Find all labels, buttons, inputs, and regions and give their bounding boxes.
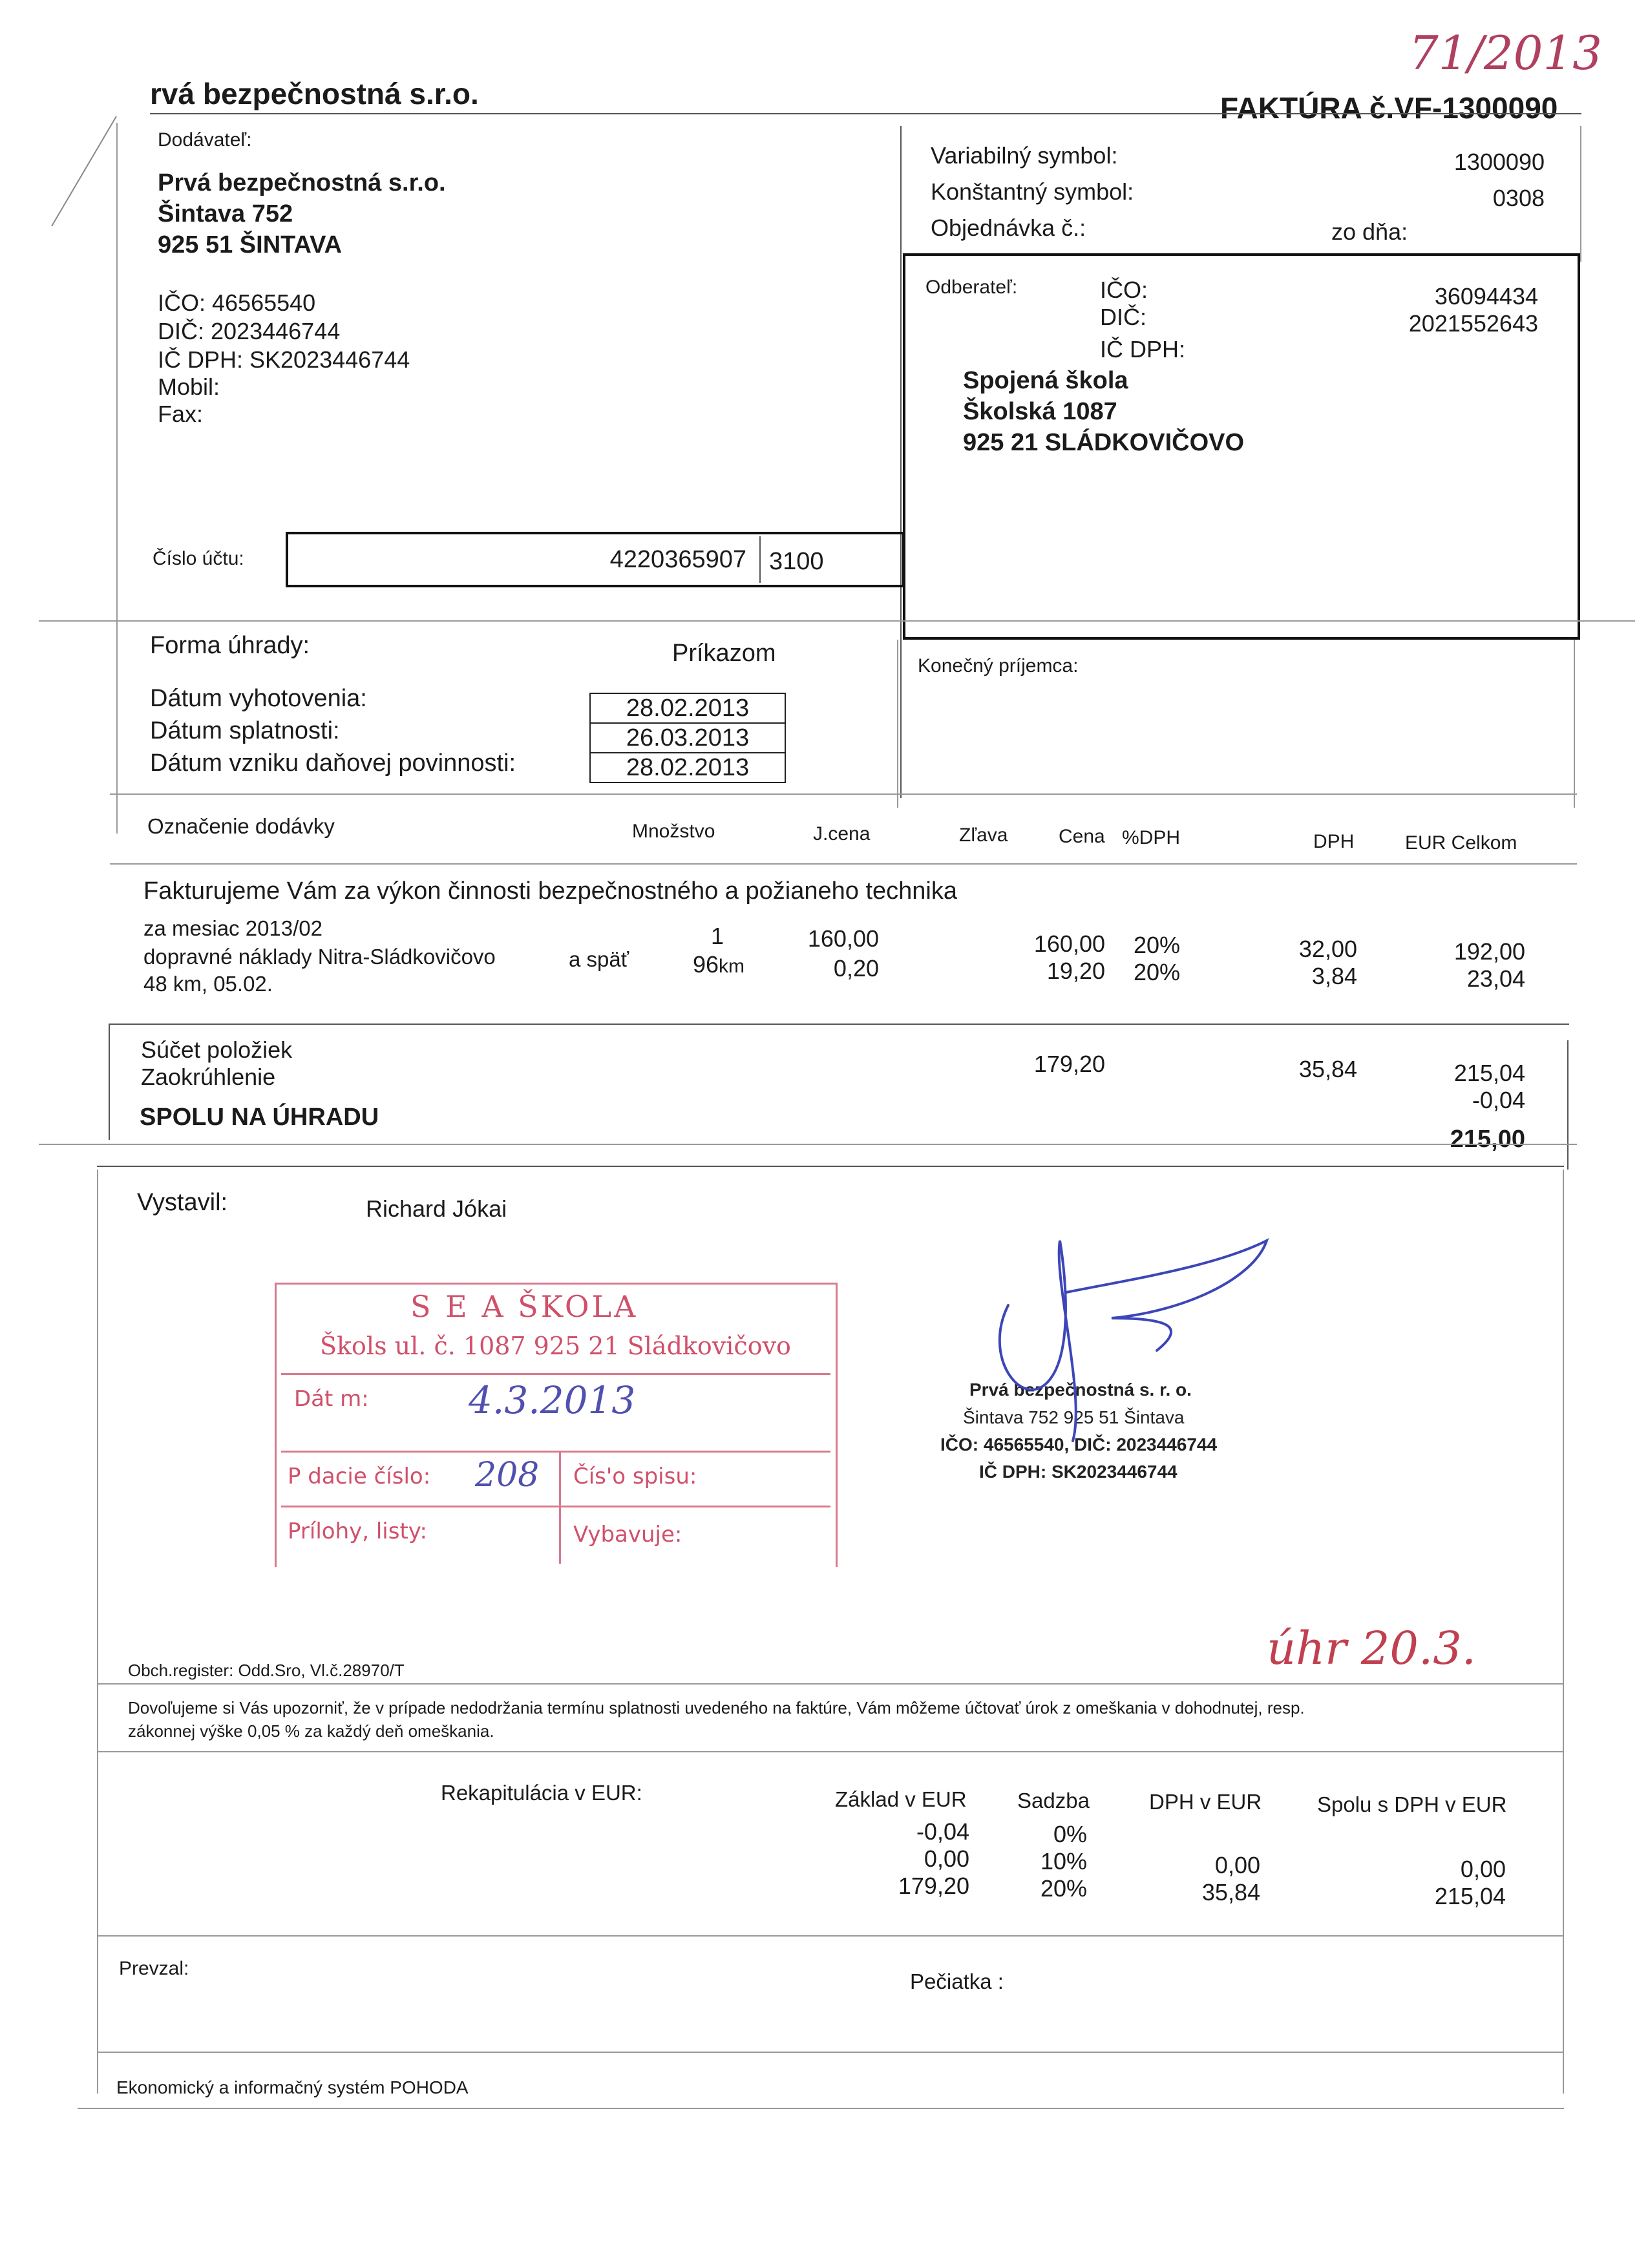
payment-divider (897, 640, 898, 808)
account-label: Číslo účtu: (153, 548, 244, 569)
due-date-value: 26.03.2013 (589, 722, 786, 753)
right-frame-lower (1563, 1170, 1564, 2094)
business-register: Obch.register: Odd.Sro, Vl.č.28970/T (128, 1661, 405, 1680)
items-header-unit-price: J.cena (813, 823, 871, 845)
recap-row2-rate: 10% (1041, 1848, 1088, 1874)
recap-row3-vat: 35,84 (1201, 1879, 1260, 1906)
invoice-title: FAKTÚRA č.VF-1300090 (1220, 91, 1558, 125)
items-header-price: Cena (1059, 826, 1105, 847)
item-1-total: 192,00 (1453, 938, 1525, 965)
fold-mark (45, 110, 123, 233)
receipt-stamp (275, 1276, 840, 1567)
stamp-left-border (275, 1283, 277, 1567)
software-rule (97, 2052, 1564, 2053)
item-2-qty-value: 96 (693, 951, 719, 978)
stamp-date-label: Dát m: (294, 1386, 369, 1412)
handwritten-payment-note: úhr 20.3. (1267, 1622, 1476, 1675)
stamp-school-address: Škols ul. č. 1087 925 21 Sládkovičovo (320, 1332, 791, 1360)
sum-vat: 35,84 (1298, 1056, 1357, 1082)
item-1-price: 160,00 (1033, 930, 1105, 957)
item-2-vat-pct: 20% (1134, 959, 1181, 985)
bank-code: 3100 (769, 548, 824, 575)
handwritten-invoice-number: 71/2013 (1409, 26, 1603, 80)
recap-header-total: Spolu s DPH v EUR (1317, 1792, 1507, 1816)
recap-row3-total: 215,04 (1434, 1883, 1506, 1909)
items-header-discount: Zľava (959, 824, 1008, 846)
items-header-desc: Označenie dodávky (147, 814, 335, 838)
supplier-label: Dodávateľ: (158, 129, 252, 151)
right-frame-top (1580, 126, 1581, 262)
customer-city: 925 21 SLÁDKOVIČOVO (963, 429, 1245, 456)
totals-left (109, 1024, 110, 1140)
recap-row3-rate: 20% (1041, 1875, 1088, 1902)
items-header-rule (110, 863, 1577, 865)
recap-header-vat: DPH v EUR (1149, 1790, 1262, 1814)
recap-row1-base: -0,04 (916, 1818, 969, 1845)
stamp-rule-1 (281, 1373, 830, 1375)
customer-ico-value: 36094434 (1434, 283, 1538, 310)
supplier-name: Prvá bezpečnostná s.r.o. (158, 169, 446, 196)
notice-line-1: Dovoľujeme si Vás upozorniť, že v prípade nedodržania termínu splatnosti uvedeného na faktúre, Vám môžeme účtovať úrok z omeškania v dohodnutej, resp. (128, 1698, 1305, 1717)
items-top-rule (110, 793, 1577, 795)
tax-date-label: Dátum vzniku daňovej povinnosti: (150, 750, 516, 777)
items-header-vat: DPH (1313, 831, 1355, 852)
final-recipient-label: Konečný príjemca: (918, 655, 1079, 677)
items-header-qty: Množstvo (632, 821, 715, 842)
item-1-unit-price: 160,00 (807, 925, 879, 952)
stamp-spis-label: Čís'o spisu: (573, 1464, 697, 1489)
stamp-podacie-label: P dacie číslo: (288, 1464, 431, 1489)
recap-header-base: Základ v EUR (835, 1787, 967, 1811)
items-header-total: EUR Celkom (1405, 832, 1517, 854)
company-stamp-line4: IČ DPH: SK2023446744 (979, 1462, 1178, 1482)
constant-symbol-label: Konštantný symbol: (931, 178, 1134, 205)
variable-symbol-value: 1300090 (1453, 149, 1545, 175)
payment-form-value: Príkazom (672, 640, 776, 667)
grand-total-value: 215,00 (1450, 1126, 1525, 1153)
recap-row2-total: 0,00 (1460, 1856, 1506, 1882)
item-2-price: 19,20 (1046, 958, 1105, 984)
item-1-desc: za mesiac 2013/02 (143, 916, 323, 940)
signature (969, 1228, 1293, 1460)
supplier-mobil: Mobil: (158, 373, 220, 400)
software-name: Ekonomický a informačný systém POHODA (116, 2077, 469, 2097)
left-frame (116, 123, 118, 834)
totals-top-rule (109, 1024, 1569, 1025)
totals-bottom-rule (39, 1144, 1577, 1145)
stamp-school-name: S E A ŠKOLA (410, 1289, 639, 1324)
customer-icdph-label: IČ DPH: (1100, 336, 1186, 362)
grand-total-label: SPOLU NA ÚHRADU (140, 1104, 379, 1131)
recap-top-rule (97, 1751, 1564, 1752)
customer-name: Spojená škola (963, 367, 1128, 394)
totals-bottom-rule-2 (97, 1166, 1564, 1167)
payment-form-label: Forma úhrady: (150, 632, 310, 659)
recap-row1-rate: 0% (1053, 1821, 1088, 1847)
account-divider (759, 536, 761, 583)
totals-right (1567, 1040, 1569, 1170)
right-frame-mid (1574, 640, 1575, 808)
stamp-label: Pečiatka : (910, 1969, 1004, 1993)
order-number-label: Objednávka č.: (931, 215, 1086, 241)
item-2-desc: dopravné náklady Nitra-Sládkovičovo (143, 945, 496, 969)
payment-top-rule (39, 620, 1635, 622)
stamp-prilohy-label: Prílohy, listy: (288, 1518, 427, 1544)
customer-street: Školská 1087 (963, 398, 1117, 425)
supplier-icdph: IČ DPH: SK2023446744 (158, 346, 410, 373)
item-2-unit-price: 0,20 (833, 955, 879, 982)
tax-date-value: 28.02.2013 (589, 752, 786, 783)
supplier-street: Šintava 752 (158, 200, 293, 227)
customer-dic-value: 2021552643 (1408, 310, 1538, 337)
item-1-qty: 1 (710, 923, 724, 949)
received-label: Prevzal: (119, 1958, 189, 1979)
variable-symbol-label: Variabilný symbol: (931, 142, 1118, 169)
supplier-short-name: rvá bezpečnostná s.r.o. (150, 77, 479, 110)
stamp-rule-3 (281, 1506, 830, 1507)
account-number: 4220365907 (609, 546, 746, 573)
notice-line-2: zákonnej výške 0,05 % za každý deň omeškania. (128, 1721, 494, 1741)
constant-symbol-value: 0308 (1492, 185, 1545, 211)
recap-header-rate: Sadzba (1017, 1789, 1090, 1812)
sum-total: 215,04 (1453, 1060, 1525, 1086)
issue-date-label: Dátum vyhotovenia: (150, 685, 367, 712)
item-2-total: 23,04 (1466, 965, 1525, 992)
item-2-vat: 3,84 (1311, 963, 1357, 989)
recap-row3-base: 179,20 (898, 1873, 969, 1899)
supplier-dic: DIČ: 2023446744 (158, 318, 341, 344)
issue-date-value: 28.02.2013 (589, 693, 786, 724)
customer-ico-label: IČO: (1100, 277, 1148, 303)
header-rule (150, 113, 1581, 114)
stamp-right-border (836, 1283, 838, 1567)
rounding-label: Zaokrúhlenie (141, 1064, 276, 1090)
stamp-top-border (275, 1283, 837, 1285)
stamp-podacie-value: 208 (475, 1456, 540, 1495)
stamp-rule-2 (281, 1451, 830, 1453)
item-2-desc-c: 48 km, 05.02. (143, 972, 273, 996)
items-intro: Fakturujeme Vám za výkon činnosti bezpečnostného a požianeho technika (143, 877, 957, 905)
item-1-vat-pct: 20% (1134, 932, 1181, 958)
bottom-rule (78, 2108, 1564, 2109)
issuer-name: Richard Jókai (366, 1195, 507, 1222)
recap-row2-base: 0,00 (924, 1845, 969, 1872)
rounding-value: -0,04 (1472, 1087, 1525, 1113)
item-1-vat: 32,00 (1298, 936, 1357, 962)
company-stamp-line3: IČO: 46565540, DIČ: 2023446744 (940, 1434, 1218, 1454)
order-date-label: zo dňa: (1331, 218, 1408, 245)
customer-label: Odberateľ: (925, 277, 1018, 298)
item-2-qty (693, 951, 745, 978)
supplier-ico: IČO: 46565540 (158, 289, 316, 316)
recap-row2-vat: 0,00 (1214, 1852, 1260, 1878)
items-header-vat-pct: %DPH (1122, 827, 1181, 848)
item-2-qty-unit: km (719, 956, 745, 977)
column-divider (900, 126, 902, 798)
received-rule (97, 1935, 1564, 1937)
stamp-vybavuje-label: Vybavuje: (573, 1522, 682, 1548)
item-2-desc-b: a späť (569, 947, 629, 971)
company-stamp-line2: Šintava 752 925 51 Šintava (963, 1407, 1185, 1427)
customer-dic-label: DIČ: (1100, 304, 1146, 330)
left-frame-lower (97, 1170, 98, 2094)
company-stamp-line1: Prvá bezpečnostná s. r. o. (969, 1380, 1192, 1400)
supplier-city: 925 51 ŠINTAVA (158, 231, 343, 258)
sum-label: Súčet položiek (141, 1036, 293, 1063)
sum-price: 179,20 (1033, 1051, 1105, 1077)
stamp-date-value: 4.3.2013 (469, 1378, 636, 1422)
supplier-fax: Fax: (158, 401, 204, 427)
due-date-label: Dátum splatnosti: (150, 717, 340, 744)
notice-rule (97, 1683, 1564, 1685)
recap-label: Rekapitulácia v EUR: (441, 1781, 642, 1805)
issuer-label: Vystavil: (137, 1189, 228, 1216)
